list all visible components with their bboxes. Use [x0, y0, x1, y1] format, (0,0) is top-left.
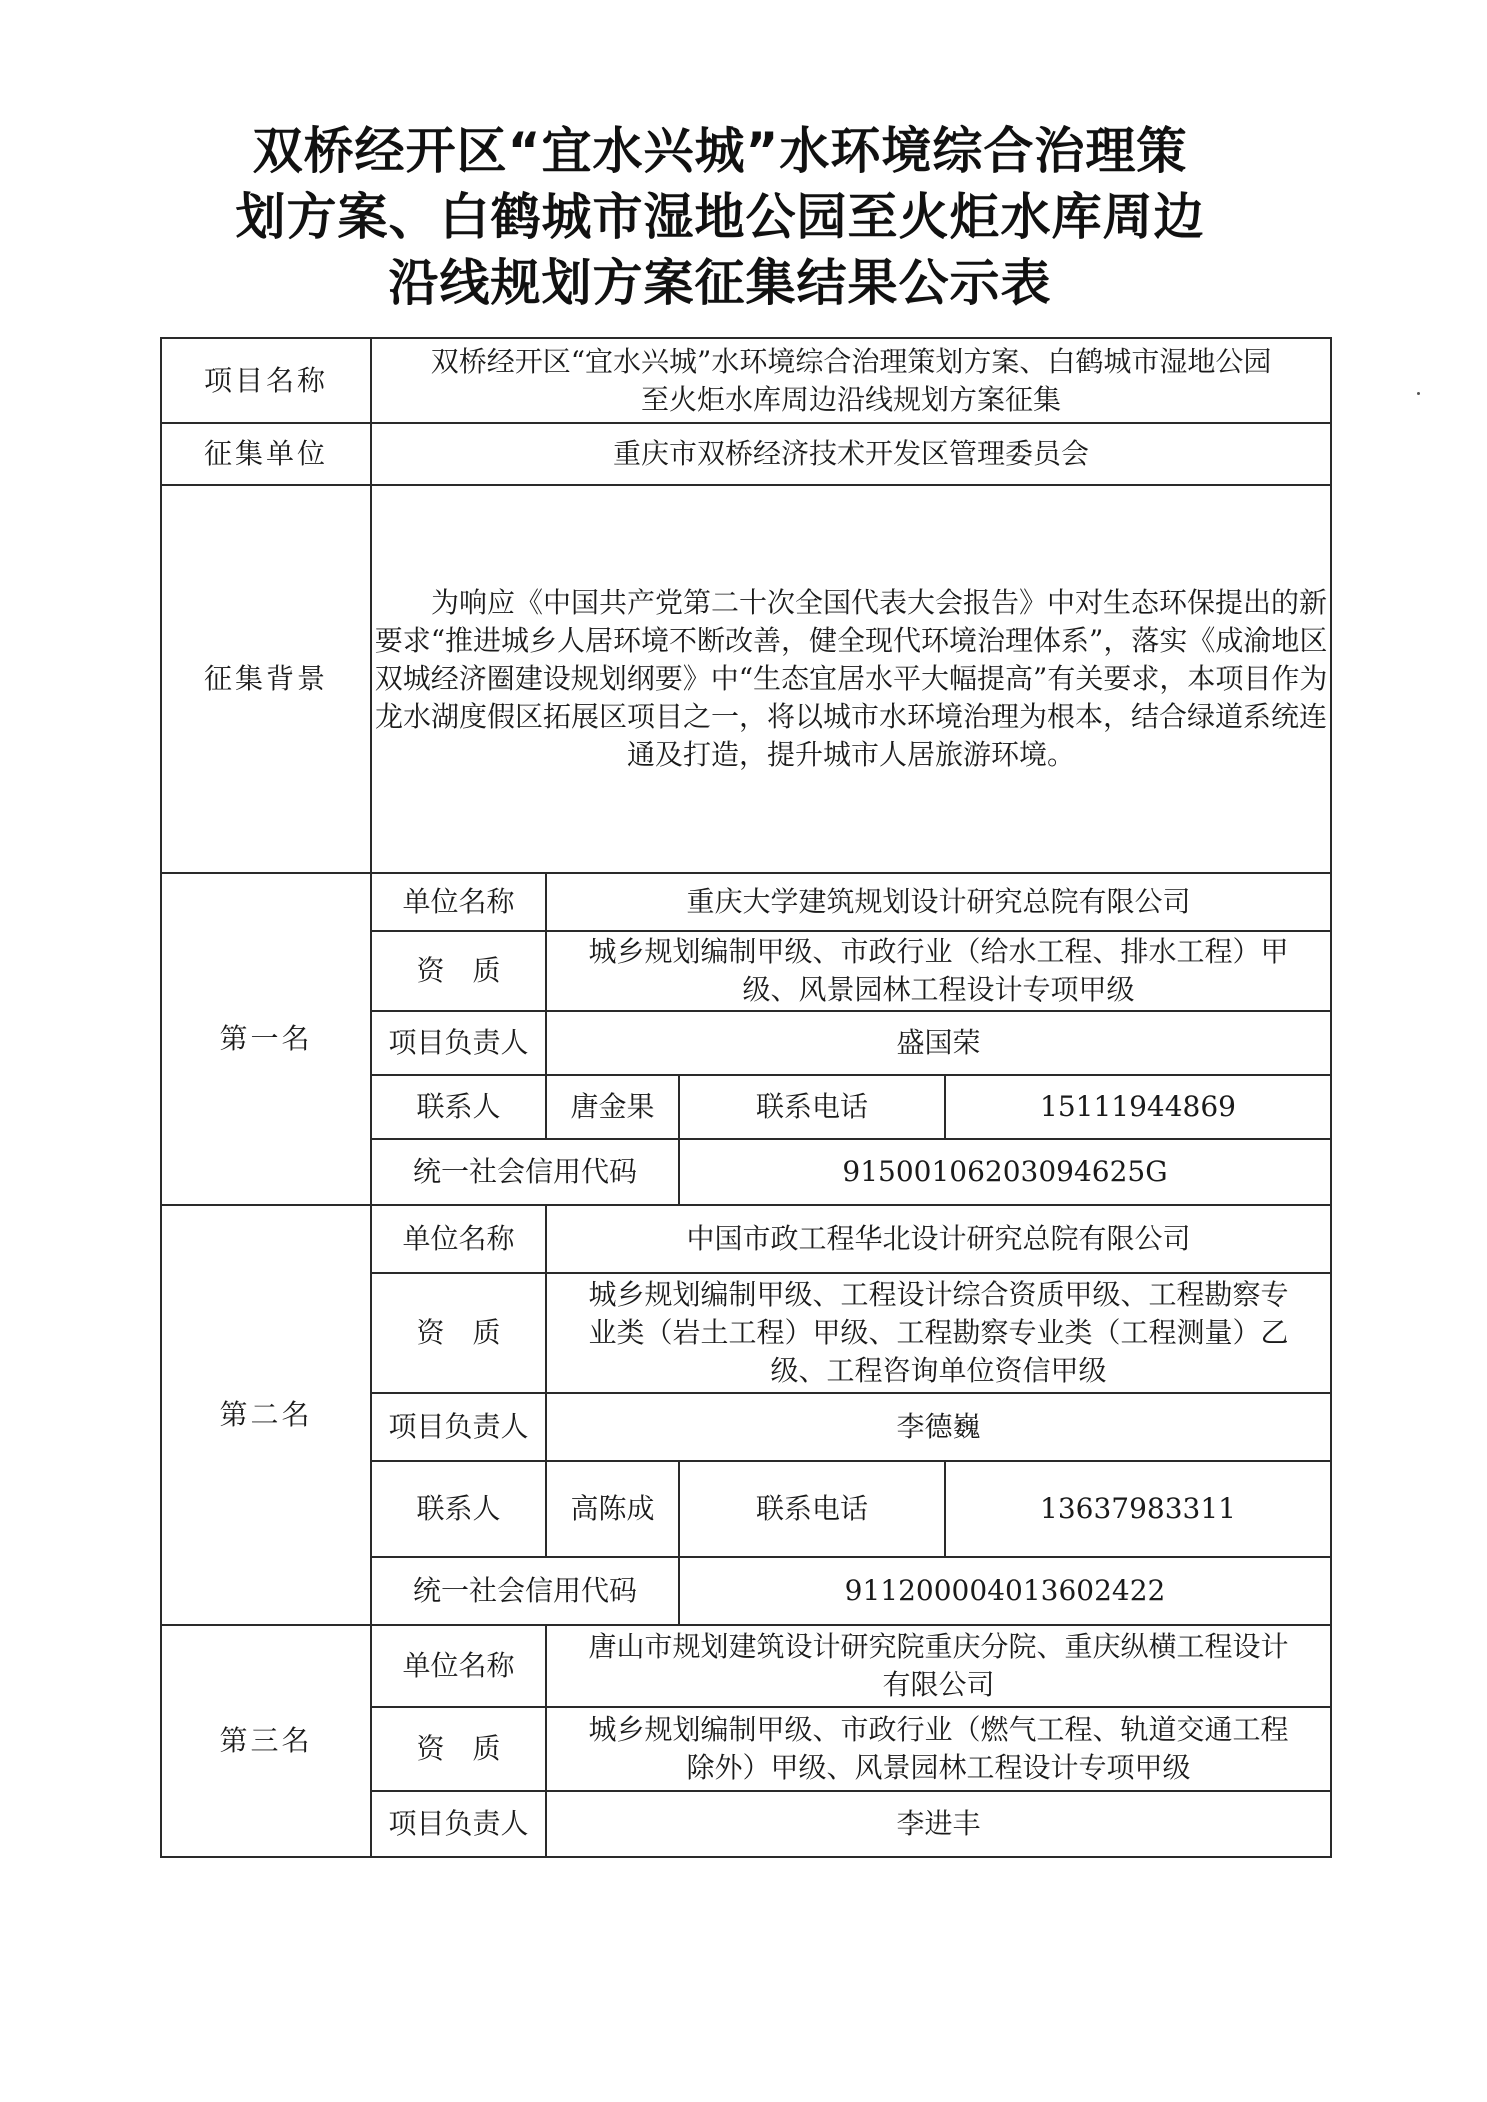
- row-project-name: [161, 338, 1331, 423]
- project-name-line: 至火炬水库周边沿线规划方案征集: [641, 382, 1062, 416]
- row-collecting-unit: [161, 423, 1331, 485]
- project-leader-label: 项目负责人: [371, 1393, 546, 1461]
- first-unit-name: 重庆大学建筑规划设计研究总院有限公司: [546, 873, 1331, 931]
- project-name-label: 项目名称: [161, 338, 371, 423]
- row-background: [161, 485, 1331, 873]
- background-label: 征集背景: [161, 485, 371, 873]
- qualification-line: 城乡规划编制甲级、工程设计综合资质甲级、工程勘察专: [588, 1278, 1289, 1311]
- rank-first: 第一名: [161, 873, 371, 1205]
- second-project-leader: 李德巍: [546, 1393, 1331, 1461]
- phone-label: 联系电话: [679, 1461, 945, 1557]
- credit-code-label: 统一社会信用代码: [371, 1139, 679, 1205]
- first-qualification: [546, 931, 1331, 1011]
- unit-name-line: 有限公司: [882, 1668, 995, 1701]
- qualification-line: 城乡规划编制甲级、市政行业（燃气工程、轨道交通工程: [588, 1713, 1289, 1746]
- row-first-unit: [161, 873, 1331, 931]
- phone-label: 联系电话: [679, 1075, 945, 1139]
- second-unit-name: 中国市政工程华北设计研究总院有限公司: [546, 1205, 1331, 1273]
- qualification-line: 除外）甲级、风景园林工程设计专项甲级: [686, 1751, 1191, 1784]
- first-contact: 唐金果: [546, 1075, 679, 1139]
- unit-name-line: 唐山市规划建筑设计研究院重庆分院、重庆纵横工程设计: [588, 1630, 1289, 1663]
- title-line-1: 双桥经开区“宜水兴城”水环境综合治理策: [252, 122, 1188, 180]
- project-leader-label: 项目负责人: [371, 1011, 546, 1075]
- collecting-unit-label: 征集单位: [161, 423, 371, 485]
- qualification-label: 资 质: [371, 931, 546, 1011]
- title-line-2: 划方案、白鹤城市湿地公园至火炬水库周边: [235, 188, 1205, 246]
- unit-name-label: 单位名称: [371, 1205, 546, 1273]
- first-project-leader: 盛国荣: [546, 1011, 1331, 1075]
- qualification-line: 业类（岩土工程）甲级、工程勘察专业类（工程测量）乙: [588, 1316, 1289, 1349]
- row-third-unit: [161, 1625, 1331, 1707]
- qualification-label: 资 质: [371, 1707, 546, 1791]
- qualification-line: 城乡规划编制甲级、市政行业（给水工程、排水工程）甲: [588, 935, 1289, 968]
- third-project-leader: 李进丰: [546, 1791, 1331, 1857]
- credit-code-label: 统一社会信用代码: [371, 1557, 679, 1625]
- page-title: [160, 118, 1280, 316]
- contact-label: 联系人: [371, 1075, 546, 1139]
- first-phone: 15111944869: [945, 1075, 1331, 1139]
- first-credit-code: 91500106203094625G: [679, 1139, 1331, 1205]
- results-table: [160, 337, 1332, 1858]
- project-name-value: [371, 338, 1331, 423]
- unit-name-label: 单位名称: [371, 873, 546, 931]
- second-credit-code: 911200004013602422: [679, 1557, 1331, 1625]
- scan-speck: [1417, 392, 1420, 395]
- title-line-3: 沿线规划方案征集结果公示表: [388, 254, 1052, 312]
- background-text: 为响应《中国共产党第二十次全国代表大会报告》中对生态环保提出的新要求“推进城乡人居环境不断改善，健全现代环境治理体系”，落实《成渝地区双城经济圈建设规划纲要》中“生态宜居水平大幅提高”有关要求，本项目作为龙水湖度假区拓展区项目之一，将以城市水环境治理为根本，结合绿道系统连通及打造，提升城市人居旅游环境。: [371, 485, 1331, 873]
- third-unit-name: [546, 1625, 1331, 1707]
- second-phone: 13637983311: [945, 1461, 1331, 1557]
- project-name-line: 双桥经开区“宜水兴城”水环境综合治理策划方案、白鹤城市湿地公园: [430, 344, 1272, 378]
- rank-second: 第二名: [161, 1205, 371, 1625]
- second-qualification: [546, 1273, 1331, 1393]
- unit-name-label: 单位名称: [371, 1625, 546, 1707]
- second-contact: 高陈成: [546, 1461, 679, 1557]
- qualification-line: 级、工程咨询单位资信甲级: [770, 1354, 1107, 1387]
- project-leader-label: 项目负责人: [371, 1791, 546, 1857]
- collecting-unit-value: 重庆市双桥经济技术开发区管理委员会: [371, 423, 1331, 485]
- row-second-unit: [161, 1205, 1331, 1273]
- third-qualification: [546, 1707, 1331, 1791]
- rank-third: 第三名: [161, 1625, 371, 1857]
- qualification-line: 级、风景园林工程设计专项甲级: [742, 973, 1135, 1006]
- contact-label: 联系人: [371, 1461, 546, 1557]
- qualification-label: 资 质: [371, 1273, 546, 1393]
